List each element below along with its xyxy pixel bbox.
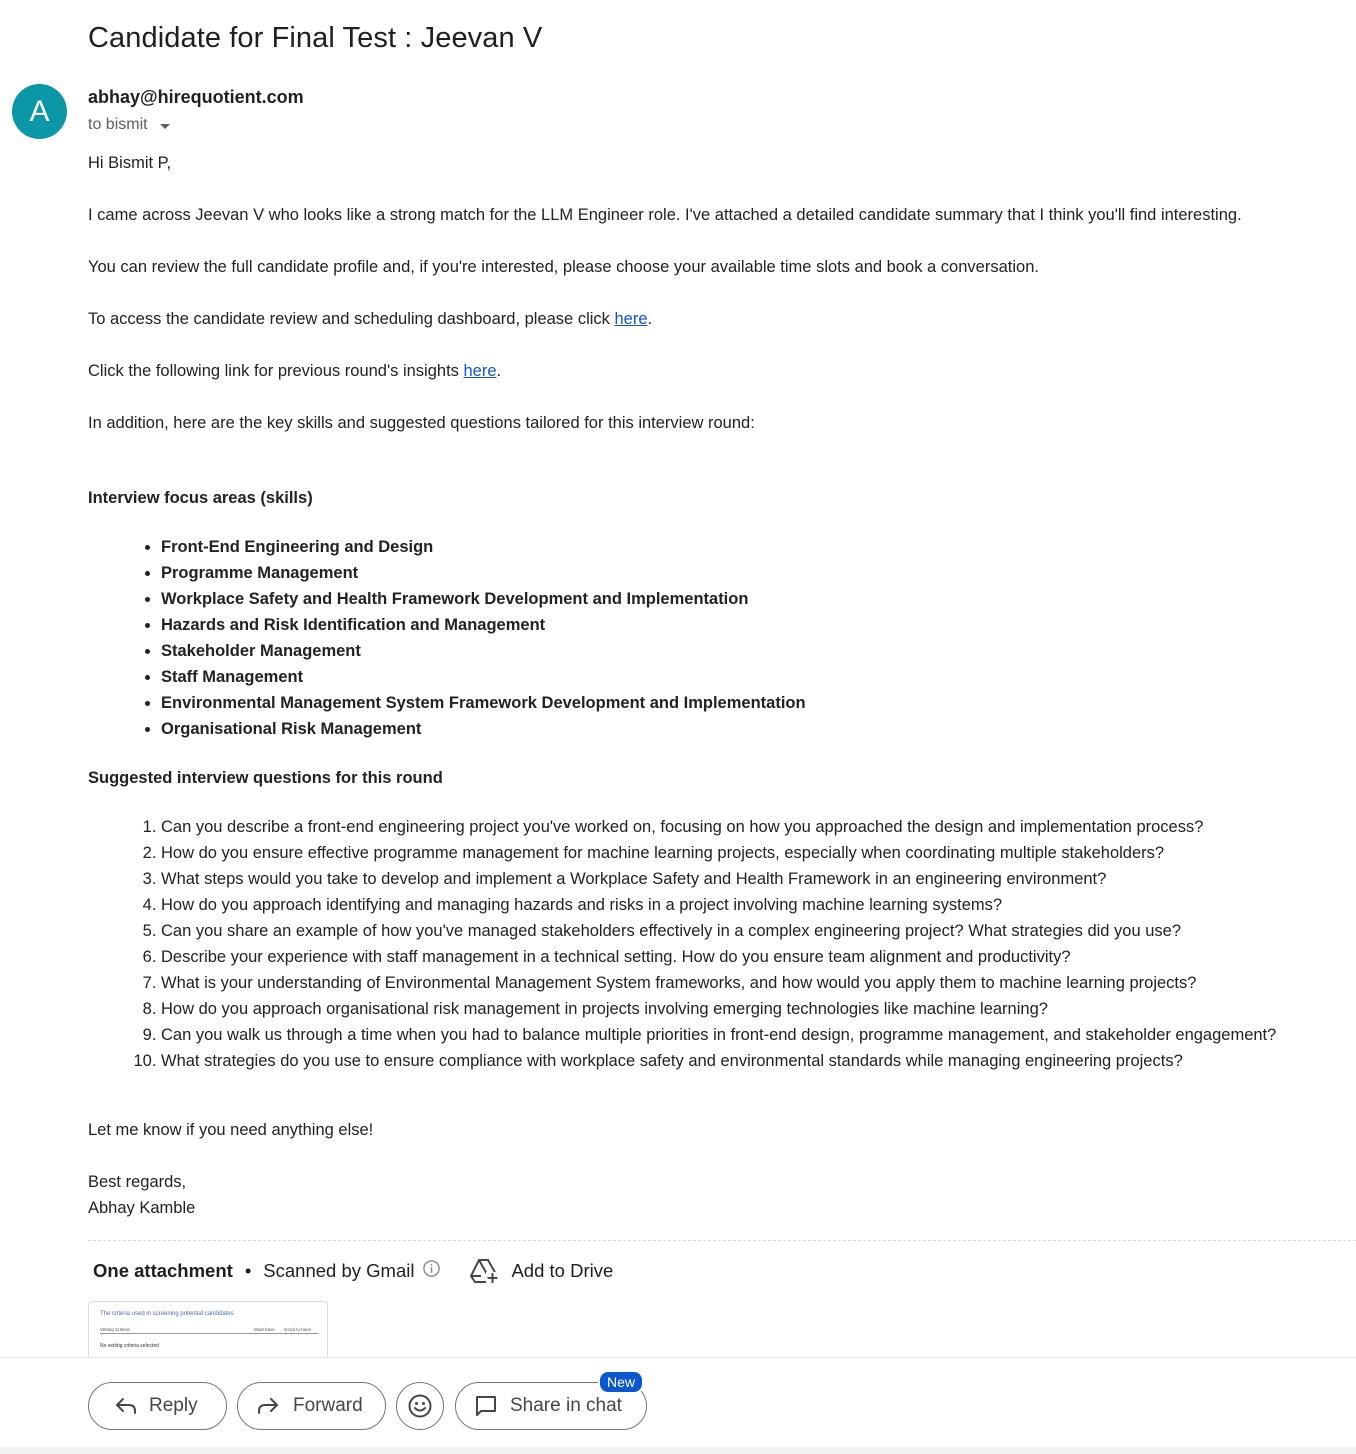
list-item: 10. What strategies do you use to ensure compliance with workplace safety and environmental standards while managing engineering projects?	[161, 1048, 1348, 1074]
info-icon[interactable]	[422, 1259, 441, 1283]
thumbnail-col-criteria: Vetting Criteria	[100, 1327, 130, 1332]
list-item: 7. What is your understanding of Environmental Management System frameworks, and how would you apply them to machine learning projects?	[161, 970, 1348, 996]
add-to-drive-label: Add to Drive	[511, 1260, 614, 1281]
reply-icon	[115, 1397, 137, 1415]
scanned-label: Scanned by Gmail	[263, 1260, 415, 1281]
skills-heading: Interview focus areas (skills)	[88, 489, 313, 507]
list-item: 9. Can you walk us through a time when you had to balance multiple priorities in front-end design, programme management, and stakeholder engagement?	[161, 1022, 1348, 1048]
sender-address[interactable]: abhay@hirequotient.com	[88, 87, 304, 107]
share-in-chat-label: Share in chat	[510, 1395, 622, 1416]
closing-line: Let me know if you need anything else!	[88, 1121, 374, 1139]
list-item: • Environmental Management System Framework Development and Implementation	[161, 690, 1348, 716]
skills-list	[88, 534, 1348, 742]
chat-icon	[474, 1394, 498, 1418]
questions-heading: Suggested interview questions for this round	[88, 769, 443, 787]
forward-button[interactable]	[237, 1382, 386, 1430]
list-item: • Programme Management	[161, 560, 1348, 586]
attachments-bar	[93, 1258, 613, 1284]
list-item: • Workplace Safety and Health Framework Development and Implementation	[161, 586, 1348, 612]
list-item: 1. Can you describe a front-end engineering project you've worked on, focusing on how you approached the design and implementation process?	[161, 814, 1348, 840]
reply-label: Reply	[149, 1395, 198, 1416]
list-item: 6. Describe your experience with staff management in a technical setting. How do you ensure team alignment and productivity?	[161, 944, 1348, 970]
list-item: 8. How do you approach organisational risk management in projects involving emerging technologies like machine learning?	[161, 996, 1348, 1022]
list-item: 4. How do you approach identifying and managing hazards and risks in a project involving machine learning systems?	[161, 892, 1348, 918]
greeting: Hi Bismit P,	[88, 154, 172, 172]
add-to-drive-button[interactable]	[469, 1258, 613, 1284]
list-item: • Stakeholder Management	[161, 638, 1348, 664]
body-paragraph-1: I came across Jeevan V who looks like a strong match for the LLM Engineer role. I've attached a detailed candidate summary that I think you'll find interesting.	[88, 206, 1242, 224]
attachment-count: One attachment	[93, 1260, 233, 1281]
list-item: 2. How do you ensure effective programme management for machine learning projects, especially when coordinating multiple stakeholders?	[161, 840, 1348, 866]
forward-label: Forward	[293, 1395, 363, 1416]
list-item: • Organisational Risk Management	[161, 716, 1348, 742]
separator-dot: •	[244, 1260, 252, 1281]
signature: Abhay Kamble	[88, 1199, 196, 1217]
email-body	[88, 150, 1348, 1221]
attachments-divider	[88, 1240, 1356, 1241]
thumbnail-row: No vetting criteria selected	[100, 1343, 159, 1349]
thumbnail-title: The criteria used in screening potential candidates	[100, 1311, 234, 1317]
thumbnail-col-good-to-have: Good to have	[284, 1327, 312, 1332]
signoff: Best regards,	[88, 1173, 187, 1191]
thumbnail-rule	[100, 1333, 318, 1334]
body-paragraph-3: To access the candidate review and scheduling dashboard, please click here.	[88, 310, 653, 328]
list-item: • Front-End Engineering and Design	[161, 534, 1348, 560]
insights-link[interactable]: here	[463, 362, 497, 380]
attachment-thumbnail[interactable]	[88, 1301, 328, 1361]
add-to-drive-icon	[469, 1258, 499, 1284]
list-item: • Staff Management	[161, 664, 1348, 690]
body-paragraph-4: Click the following link for previous round's insights here.	[88, 362, 502, 380]
sender-avatar[interactable]	[12, 84, 67, 139]
questions-list	[88, 814, 1348, 1074]
list-item: • Hazards and Risk Identification and Management	[161, 612, 1348, 638]
emoji-icon	[407, 1393, 433, 1419]
list-item: 3. What steps would you take to develop and implement a Workplace Safety and Health Framework in an engineering environment?	[161, 866, 1348, 892]
emoji-reaction-button[interactable]	[396, 1382, 444, 1430]
reply-button[interactable]	[88, 1382, 227, 1430]
body-paragraph-2: You can review the full candidate profile and, if you're interested, please choose your available time slots and book a conversation.	[88, 258, 1039, 276]
body-paragraph-5: In addition, here are the key skills and suggested questions tailored for this interview round:	[88, 414, 755, 432]
show-details-caret-icon[interactable]	[160, 124, 170, 129]
list-item: 5. Can you share an example of how you've managed stakeholders effectively in a complex engineering project? What strategies did you use?	[161, 918, 1348, 944]
dashboard-link[interactable]: here	[614, 310, 648, 328]
bottom-strip	[0, 1447, 1356, 1454]
email-subject: Candidate for Final Test : Jeevan V	[88, 22, 543, 54]
action-bar	[0, 1357, 1356, 1454]
avatar-letter: A	[29, 94, 50, 128]
recipient-label: to bismit	[88, 116, 148, 133]
forward-icon	[257, 1397, 279, 1415]
recipient-details[interactable]	[88, 116, 170, 134]
new-badge: New	[598, 1370, 644, 1394]
thumbnail-col-must-have: Must have	[254, 1327, 275, 1332]
